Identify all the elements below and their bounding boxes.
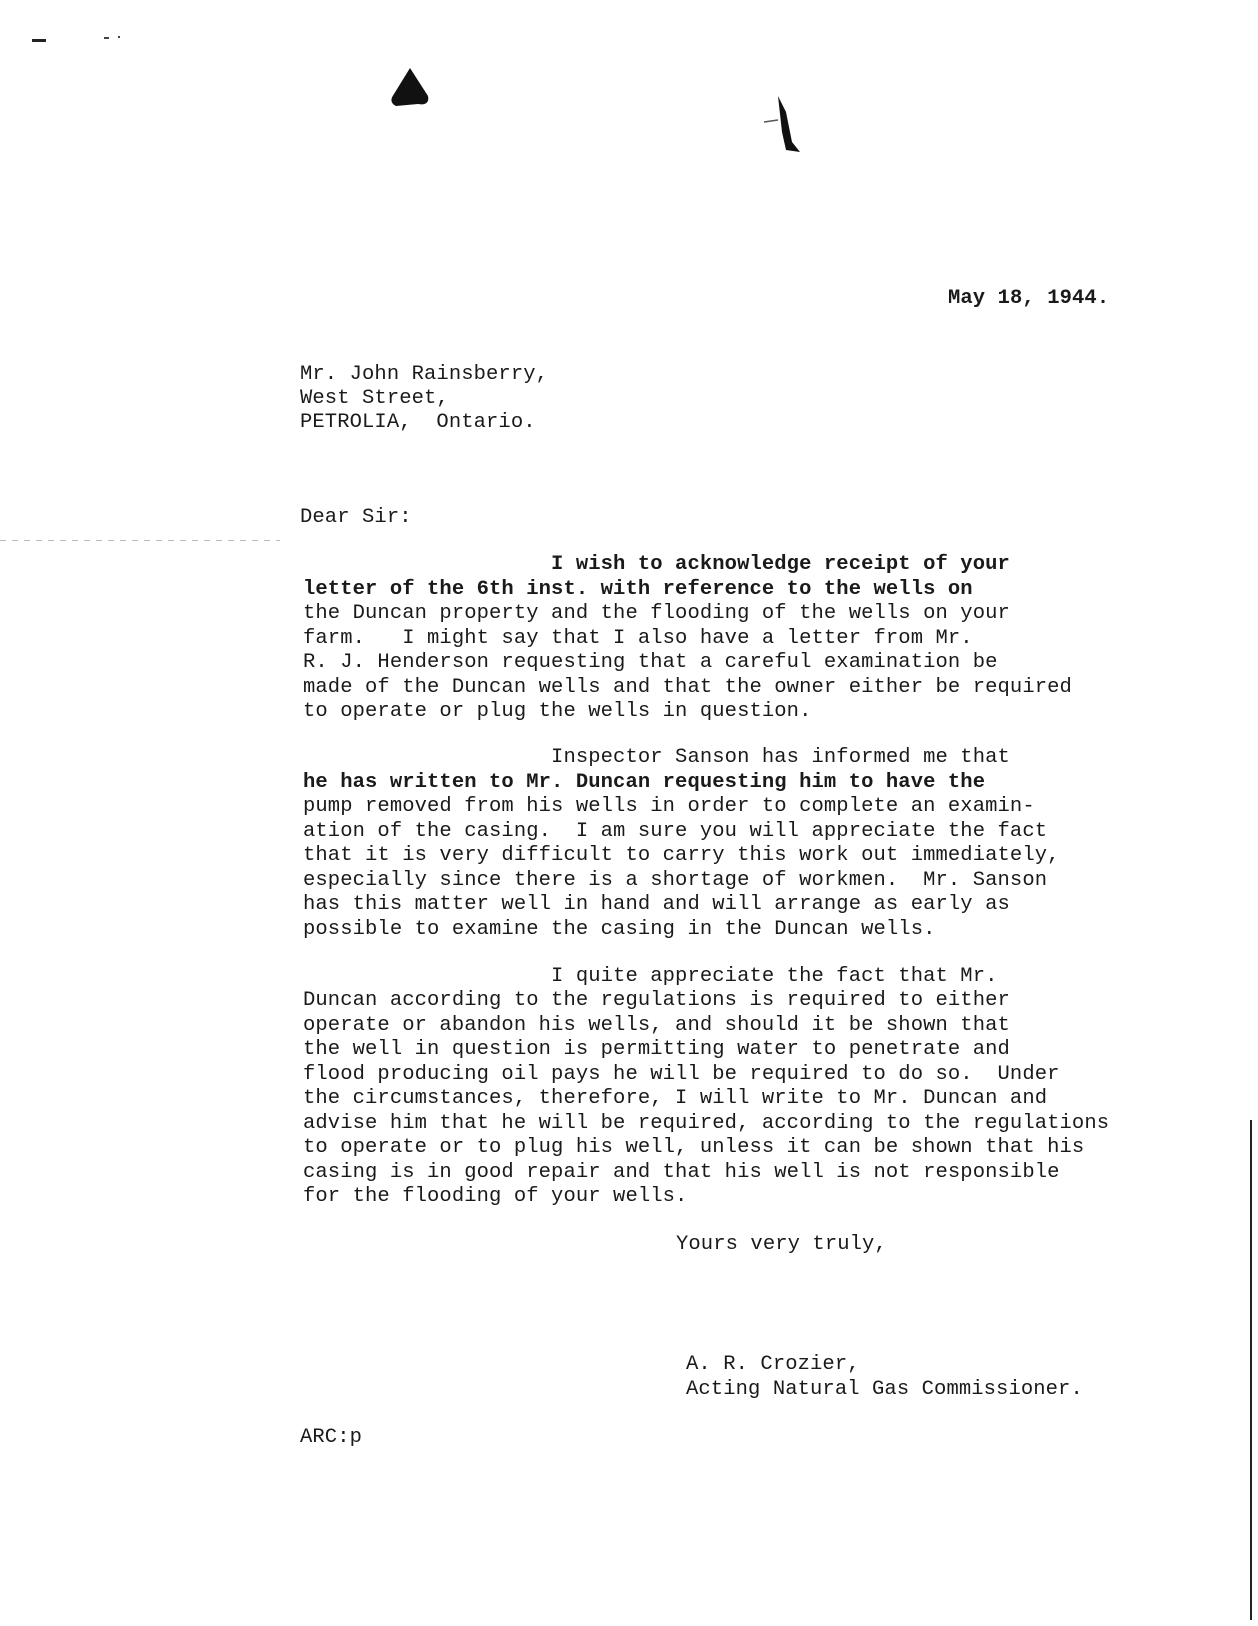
- signer-name: A. R. Crozier,: [686, 1353, 860, 1376]
- paragraph-1-line: R. J. Henderson requesting that a careful examination be: [303, 651, 998, 674]
- salutation: Dear Sir:: [300, 506, 412, 529]
- paragraph-2-line: ation of the casing. I am sure you will appreciate the fact: [303, 820, 1048, 843]
- corner-speck: [30, 34, 120, 46]
- paragraph-2-line: pump removed from his wells in order to complete an examin-: [303, 795, 1035, 818]
- recipient-street: West Street,: [300, 387, 449, 410]
- paragraph-1-line: the Duncan property and the flooding of the wells on your: [303, 602, 1010, 625]
- paragraph-3-line: operate or abandon his wells, and should it be shown that: [303, 1014, 1010, 1037]
- ink-blot-mark: [388, 66, 432, 108]
- paragraph-1-line: farm. I might say that I also have a letter from Mr.: [303, 627, 973, 650]
- paragraph-3-line: advise him that he will be required, according to the regulations: [303, 1112, 1110, 1135]
- staple-mark: [756, 92, 816, 162]
- letter-date: May 18, 1944.: [948, 287, 1110, 310]
- paragraph-3-line: the circumstances, therefore, I will write to Mr. Duncan and: [303, 1087, 1048, 1110]
- paragraph-2-line: has this matter well in hand and will arrange as early as: [303, 893, 1010, 916]
- signer-title: Acting Natural Gas Commissioner.: [686, 1378, 1083, 1401]
- paragraph-2-line: Inspector Sanson has informed me that: [303, 746, 1010, 769]
- paragraph-1-line: letter of the 6th inst. with reference to the wells on: [303, 578, 973, 601]
- paragraph-1-line: to operate or plug the wells in question.: [303, 700, 812, 723]
- paragraph-1-line: I wish to acknowledge receipt of your: [303, 553, 1010, 576]
- closing: Yours very truly,: [676, 1233, 887, 1256]
- paragraph-2-line: he has written to Mr. Duncan requesting him to have the: [303, 771, 986, 794]
- paragraph-3-line: to operate or to plug his well, unless it can be shown that his: [303, 1136, 1085, 1159]
- recipient-name: Mr. John Rainsberry,: [300, 363, 549, 386]
- reference-initials: ARC:p: [300, 1426, 363, 1449]
- paragraph-2-line: especially since there is a shortage of workmen. Mr. Sanson: [303, 869, 1048, 892]
- paragraph-2-line: that it is very difficult to carry this work out immediately,: [303, 844, 1060, 867]
- paragraph-3-line: the well in question is permitting water to penetrate and: [303, 1038, 1010, 1061]
- paragraph-1-line: made of the Duncan wells and that the owner either be required: [303, 676, 1072, 699]
- paragraph-3-line: flood producing oil pays he will be required to do so. Under: [303, 1063, 1060, 1086]
- paragraph-2-line: possible to examine the casing in the Duncan wells.: [303, 918, 936, 941]
- recipient-city: PETROLIA, Ontario.: [300, 411, 536, 434]
- page-edge-line: [1250, 1120, 1252, 1620]
- paragraph-3-line: Duncan according to the regulations is required to either: [303, 989, 1010, 1012]
- paragraph-3-line: I quite appreciate the fact that Mr.: [303, 965, 998, 988]
- paragraph-3-line: for the flooding of your wells.: [303, 1185, 688, 1208]
- paragraph-3-line: casing is in good repair and that his well is not responsible: [303, 1161, 1060, 1184]
- scan-streak: [0, 540, 280, 541]
